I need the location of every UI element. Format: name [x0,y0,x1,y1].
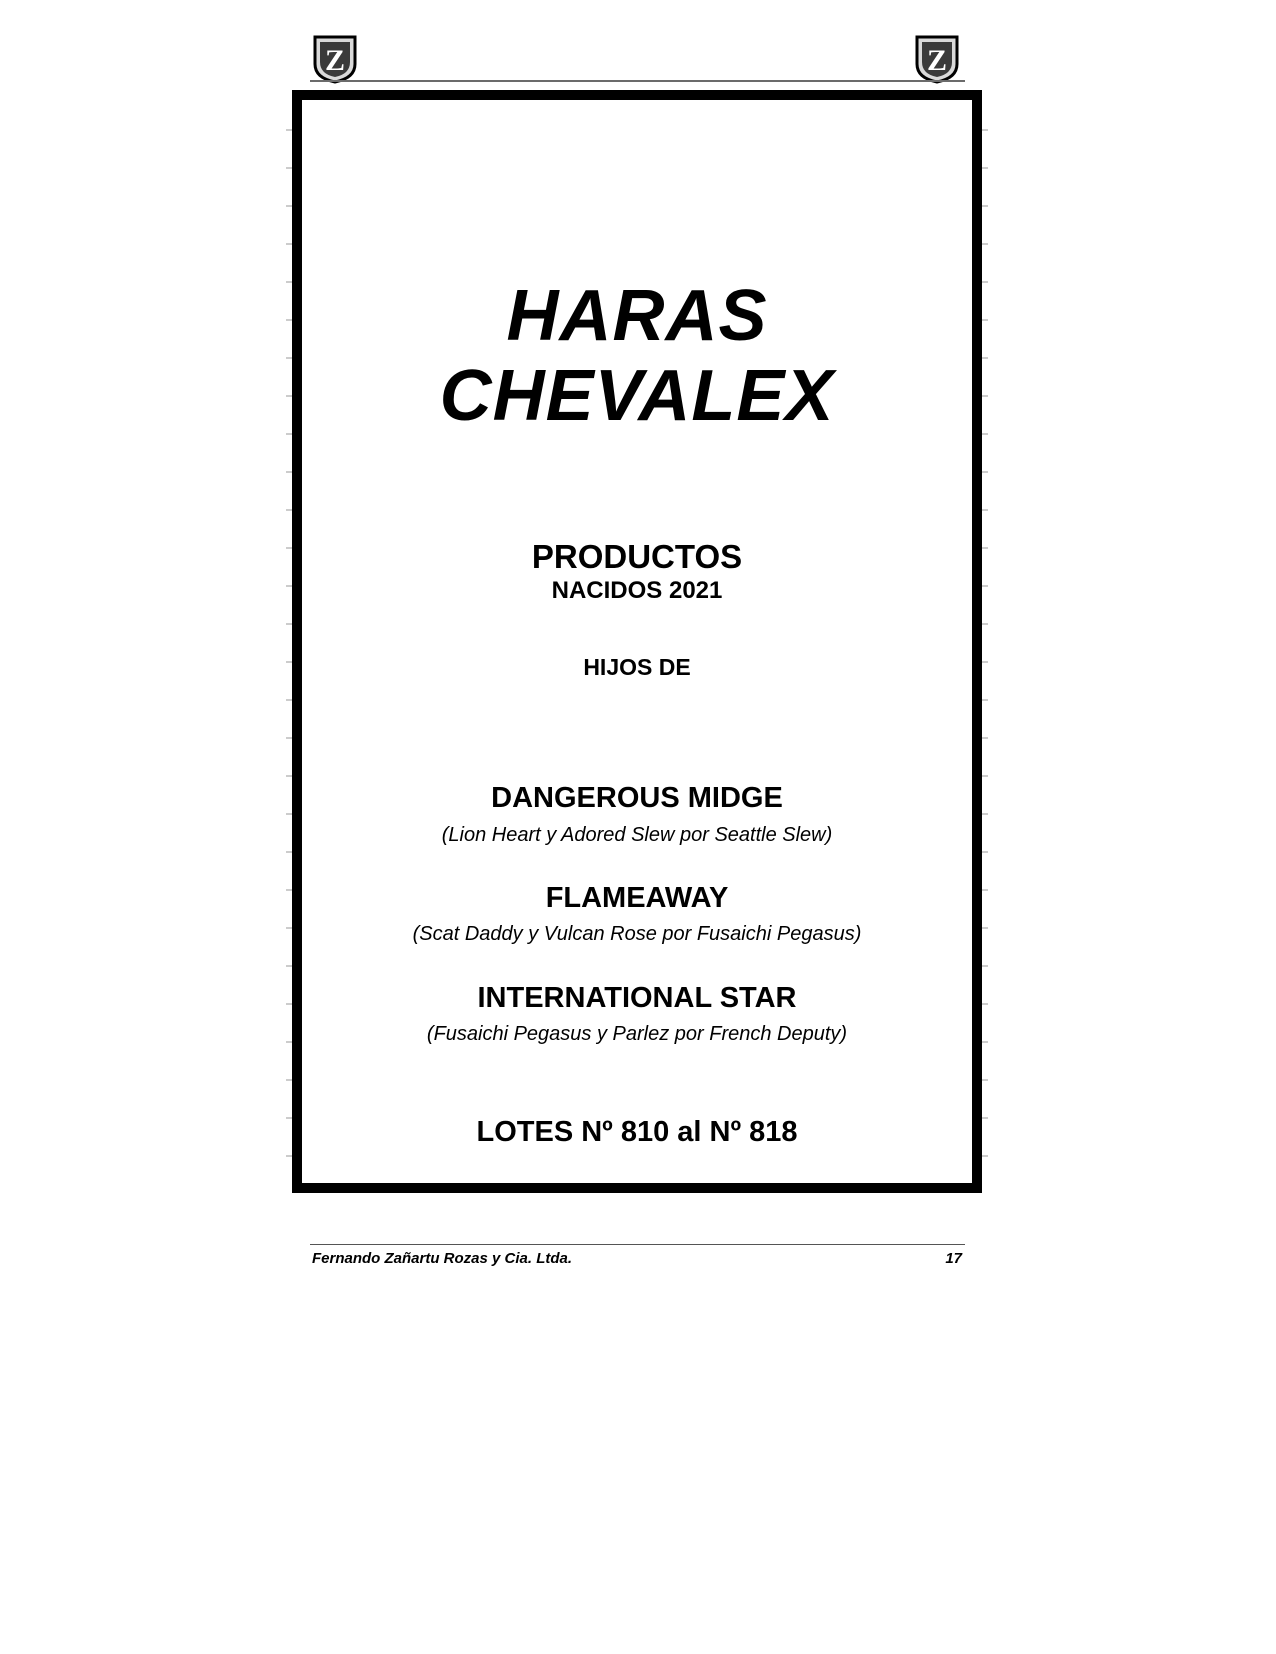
title-line-1: HARAS [506,276,768,356]
footer-company: Fernando Zañartu Rozas y Cia. Ltda. [312,1250,573,1267]
header-rule [310,80,965,82]
title-line-2: CHEVALEX [439,356,835,436]
sire-pedigree: (Fusaichi Pegasus y Parlez por French Deputy) [426,1023,848,1045]
zr-shield-logo-icon [312,34,358,84]
hijos-de-label: HIJOS DE [583,654,691,680]
productos-heading: PRODUCTOS [531,538,743,575]
sire-pedigree: (Scat Daddy y Vulcan Rose por Fusaichi Pegasus) [412,923,862,945]
svg-text:Z: Z [324,44,346,77]
sire-name: DANGEROUS MIDGE [491,782,783,814]
nacidos-subheading: NACIDOS 2021 [551,577,723,604]
footer-page-number: 17 [945,1250,962,1267]
sire-pedigree: (Lion Heart y Adored Slew por Seattle Slew) [441,824,833,846]
zr-shield-logo-icon [914,34,960,84]
sire-name: INTERNATIONAL STAR [477,982,797,1014]
svg-text:Z: Z [926,44,948,77]
lotes-range: LOTES Nº 810 al Nº 818 [476,1116,798,1148]
sire-name: FLAMEAWAY [545,882,729,914]
footer-rule [310,1244,965,1245]
